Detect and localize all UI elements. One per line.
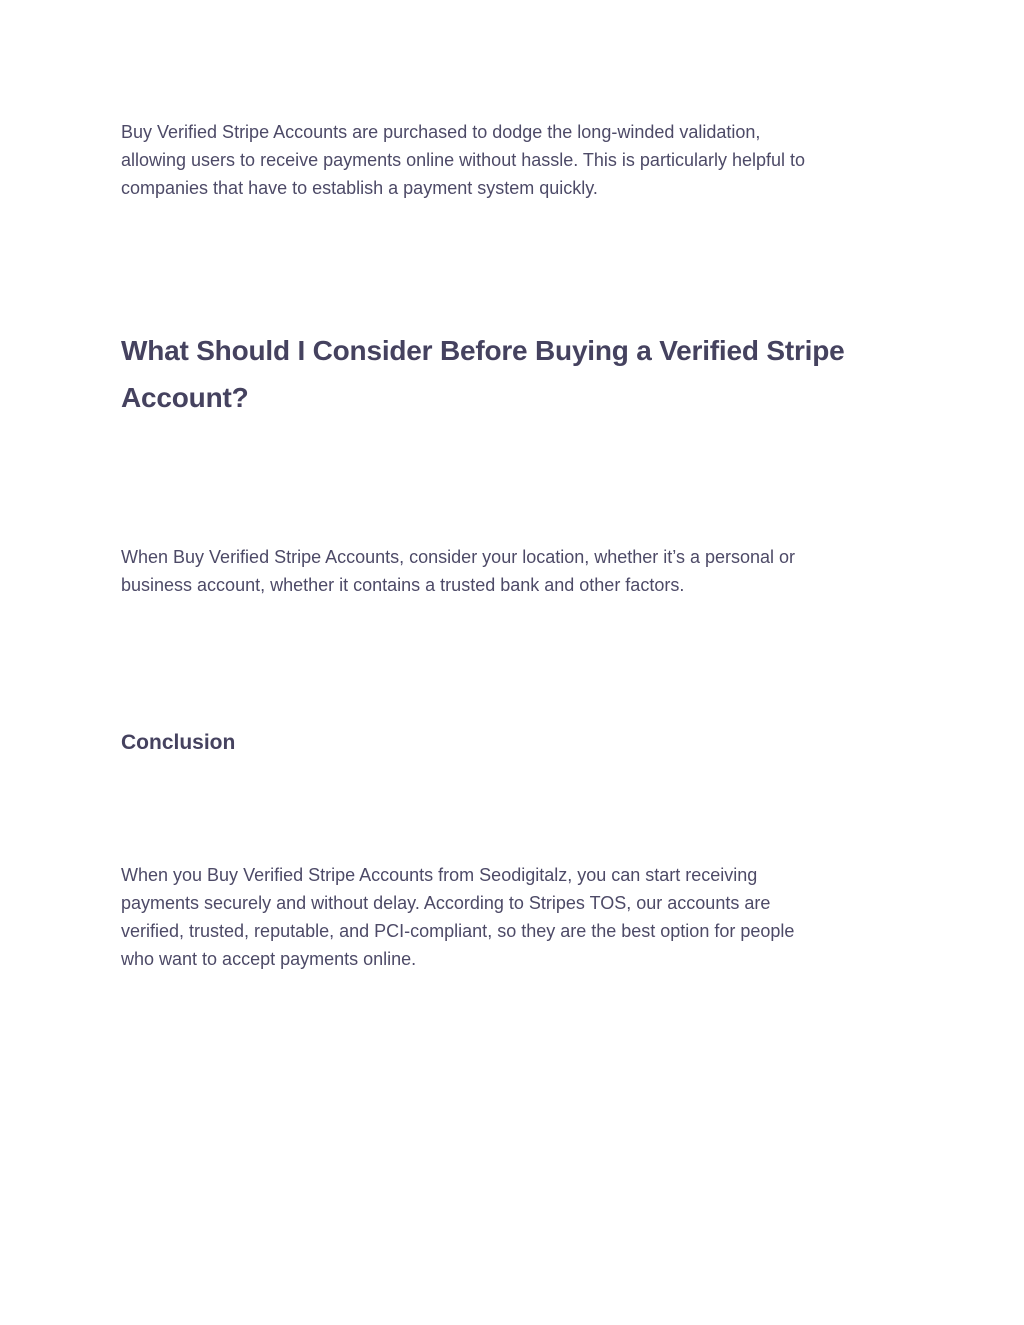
intro-paragraph: Buy Verified Stripe Accounts are purchased to dodge the long-winded validation, allowing users to receive payments online without hassle. This is particularly helpful to companies that have to establish a payment system quickly. — [121, 122, 806, 198]
section-heading: What Should I Consider Before Buying a Verified Stripe Account? — [121, 335, 845, 413]
section-paragraph: When Buy Verified Stripe Accounts, consider your location, whether it’s a personal or business account, whether it contains a trusted bank and other factors. — [121, 547, 796, 595]
conclusion-paragraph: When you Buy Verified Stripe Accounts from Seodigitalz, you can start receiving payments securely and without delay. According to Stripes TOS, our accounts are verified, trusted, reputable, and PCI-compliant, so they are the best option for people who want to accept payments online. — [121, 865, 795, 969]
conclusion-heading: Conclusion — [121, 731, 236, 754]
